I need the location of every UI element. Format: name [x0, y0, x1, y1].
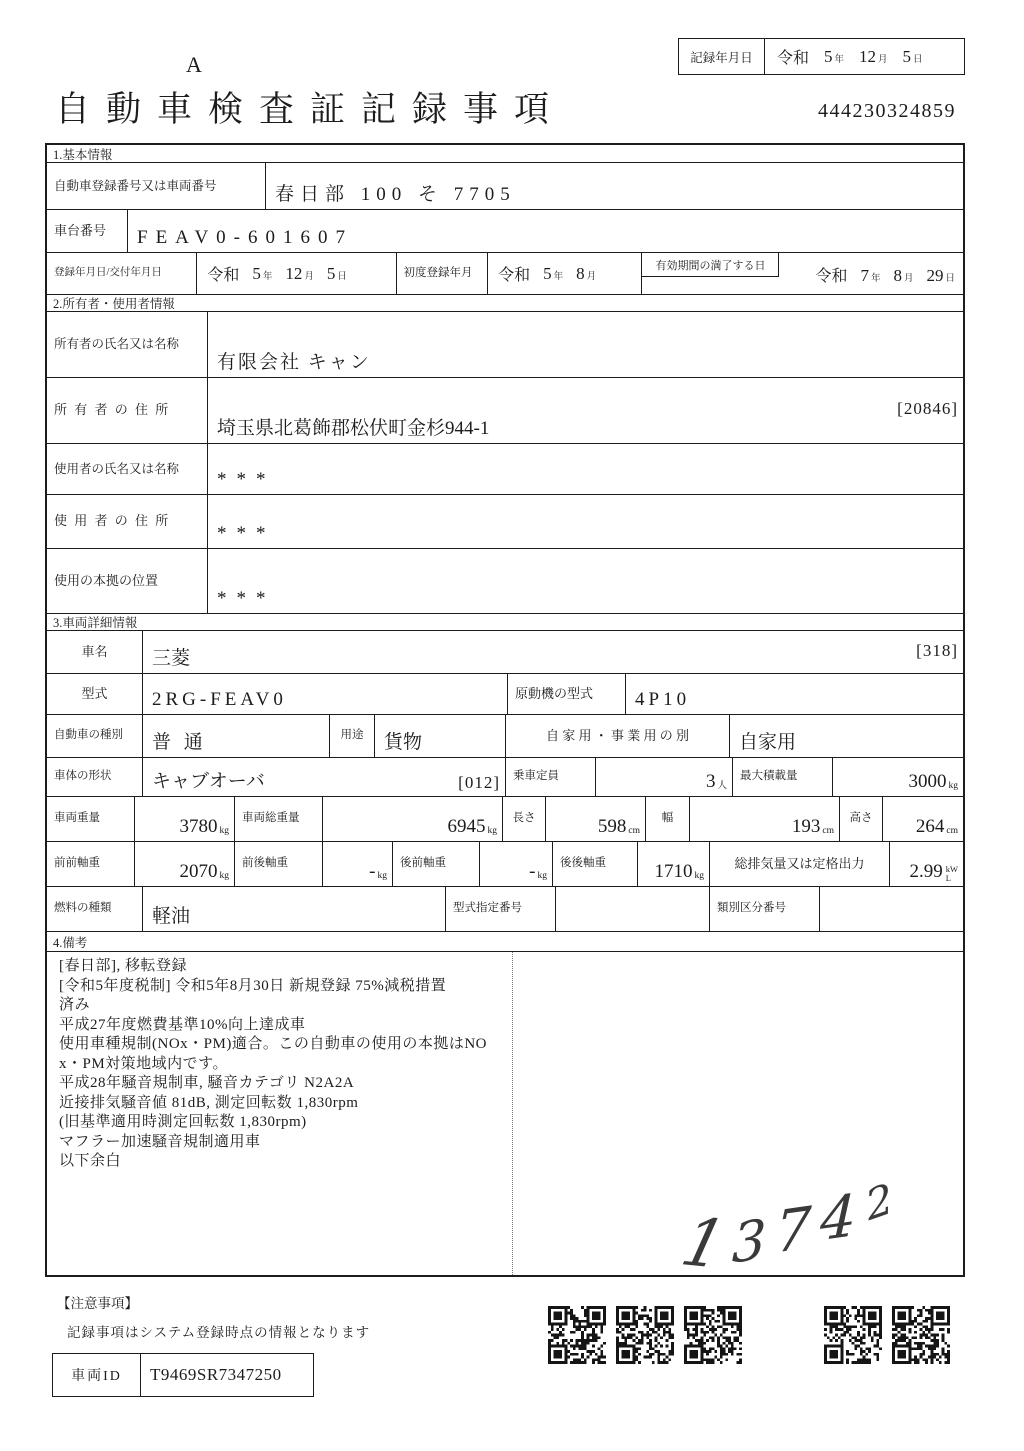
body-shape-value: キャブオーバ	[152, 771, 265, 792]
car-name-cell	[142, 631, 963, 673]
body-shape-cell	[142, 758, 505, 796]
axle-ff-value: 2070 kg	[134, 842, 234, 886]
gross-weight-label: 車両総重量	[234, 797, 322, 841]
usage-label: 用途	[329, 715, 374, 757]
first-registration-label: 初度登録年月	[396, 253, 488, 294]
length-label: 長さ	[502, 797, 545, 841]
remarks-line: 平成28年騒音規制車, 騒音カテゴリ N2A2A	[59, 1075, 355, 1091]
weight-label: 車両重量	[54, 812, 100, 825]
owner-address-row	[47, 377, 963, 443]
capacity-value: 3 人	[595, 758, 732, 796]
axle-rf-value: - kg	[479, 842, 552, 886]
category-label: 自動車の種別	[54, 729, 123, 742]
registration-date-value: 令和 5 年 12 月 5 日	[196, 253, 395, 294]
gross-weight-value: 6945 kg	[322, 797, 502, 841]
body-shape-row	[47, 757, 963, 796]
vehicle-id-value: T9469SR7347250	[150, 1365, 282, 1384]
width-value: 193 cm	[689, 797, 839, 841]
axle-weights-row	[47, 841, 963, 886]
registration-number-value: 春日部 100 そ 7705	[265, 163, 963, 209]
owner-address-value: 埼玉県北葛飾郡松伏町金杉944-1	[217, 418, 490, 439]
handwritten-number: 13742	[674, 1170, 905, 1285]
record-date-label: 記録年月日	[679, 39, 765, 74]
fuel-value: 軽油	[142, 887, 445, 931]
main-table	[45, 143, 965, 1277]
displacement-units: kW L	[945, 864, 958, 883]
qr-code	[548, 1306, 606, 1364]
record-date-value: 令和 5 年 12 月 5 日	[777, 46, 923, 67]
chassis-number-row	[47, 209, 963, 252]
record-date-era: 令和	[777, 50, 810, 67]
user-name-label: 使用者の氏名又は名称	[54, 461, 180, 476]
remarks-line: [春日部], 移転登録	[59, 958, 187, 974]
axle-fr-value: - kg	[322, 842, 392, 886]
category-row	[47, 714, 963, 757]
section-1-header: 1.基本情報	[53, 147, 113, 162]
page-mark-a: A	[186, 52, 202, 77]
class-number-label: 類別区分番号	[709, 887, 819, 931]
owner-name-label: 所有者の氏名又は名称	[54, 337, 180, 352]
model-value: 2RG-FEAV0	[142, 674, 507, 714]
capacity-label: 乗車定員	[505, 758, 595, 796]
usage-value: 貨物	[374, 715, 505, 757]
car-name-value: 三菱	[152, 648, 191, 669]
base-location-label: 使用の本拠の位置	[54, 572, 159, 588]
axle-ff-label: 前前軸重	[54, 857, 100, 870]
axle-rr-label: 後後軸重	[552, 842, 637, 886]
car-name-label: 車名	[81, 643, 108, 659]
length-value: 598 cm	[545, 797, 645, 841]
fuel-row	[47, 886, 963, 931]
remarks-line: 済み	[59, 997, 91, 1013]
body-shape-label: 車体の形状	[54, 770, 112, 783]
expiry-label: 有効期間の満了する日	[642, 253, 779, 277]
dates-row	[47, 252, 963, 294]
owner-name-row	[47, 311, 963, 377]
remarks-divider	[512, 952, 513, 1275]
type-designation-label: 型式指定番号	[445, 887, 555, 931]
axle-rr-value: 1710 kg	[637, 842, 709, 886]
user-name-value: ***	[207, 444, 963, 494]
width-label: 幅	[645, 797, 689, 841]
weight-value: 3780 kg	[134, 797, 234, 841]
remarks-line: 使用車種規制(NOx・PM)適合。この自動車の使用の本拠はNO	[59, 1036, 488, 1052]
first-registration-value: 令和 5 年 8 月	[487, 253, 641, 294]
remarks-line: 平成27年度燃費基準10%向上達成車	[59, 1016, 306, 1033]
qr-code	[616, 1306, 674, 1364]
owner-name-value: 有限会社 キャン	[207, 312, 963, 377]
displacement-label: 総排気量又は定格出力	[709, 842, 889, 886]
engine-model-value: 4P10	[625, 674, 963, 714]
chassis-number-label: 車台番号	[54, 222, 107, 238]
car-name-row	[47, 630, 963, 673]
remarks-line: (旧基準適用時測定回転数 1,830rpm)	[59, 1114, 307, 1130]
base-location-value: ***	[207, 549, 963, 613]
vehicle-id-label: 車両ID	[53, 1354, 141, 1396]
document-number: 444230324859	[818, 100, 956, 122]
registration-number-row	[47, 162, 963, 209]
body-shape-code: [012]	[458, 773, 500, 792]
type-designation-value	[555, 887, 709, 931]
section-4-header: 4.備考	[47, 931, 963, 951]
page-title: 自動車検査証記録事項	[55, 90, 566, 129]
remarks-line: 以下余白	[59, 1153, 122, 1169]
notice-text: 記録事項はシステム登録時点の情報となります	[67, 1325, 371, 1340]
class-number-value	[819, 887, 963, 931]
qr-code	[684, 1306, 742, 1364]
category-value: 普 通	[142, 715, 329, 757]
section-3-header: 3.車両詳細情報	[47, 613, 963, 630]
qr-code	[824, 1306, 882, 1364]
fuel-label: 燃料の種類	[54, 902, 112, 915]
remarks-text	[59, 957, 487, 1172]
user-name-row	[47, 443, 963, 494]
owner-address-code: [20846]	[897, 399, 958, 418]
record-date-year: 5	[824, 46, 833, 66]
user-address-label: 使 用 者 の 住 所	[54, 513, 171, 529]
remarks-line: x・PM対策地域内です。	[59, 1055, 228, 1072]
remarks-line: マフラー加速騒音規制適用車	[59, 1133, 261, 1150]
record-date-box	[678, 38, 965, 75]
private-business-value: 自家用	[729, 715, 963, 757]
base-location-row	[47, 548, 963, 613]
notice-title: 【注意事項】	[57, 1296, 138, 1311]
displacement-value: 2.99 kW L	[889, 842, 963, 886]
expiry-cell	[641, 253, 963, 294]
remarks-line: 近接排気騒音値 81dB, 測定回転数 1,830rpm	[59, 1094, 359, 1111]
dimensions-row	[47, 796, 963, 841]
private-business-label: 自 家 用 ・ 事 業 用 の 別	[505, 715, 729, 757]
model-row	[47, 673, 963, 714]
user-address-value: ***	[207, 495, 963, 548]
owner-address-label: 所 有 者 の 住 所	[54, 402, 171, 418]
max-load-label: 最大積載量	[732, 758, 832, 796]
expiry-value: 令和 7 年 8 月 29 日	[815, 266, 956, 285]
record-date-month: 12	[859, 46, 877, 66]
registration-number-label: 自動車登録番号又は車両番号	[54, 178, 217, 193]
height-value: 264 cm	[882, 797, 963, 841]
chassis-number-value: FEAV0-601607	[127, 210, 963, 252]
axle-fr-label: 前後軸重	[234, 842, 322, 886]
record-date-day: 5	[902, 46, 912, 66]
remarks-line: [令和5年度税制] 令和5年8月30日 新規登録 75%減税措置	[59, 977, 447, 994]
qr-code	[892, 1306, 950, 1364]
user-address-row	[47, 494, 963, 548]
axle-rf-label: 後前軸重	[392, 842, 479, 886]
registration-date-label: 登録年月日/交付年月日	[54, 267, 162, 279]
owner-address-cell	[207, 378, 963, 443]
car-name-code: [318]	[916, 640, 958, 660]
max-load-value: 3000 kg	[832, 758, 963, 796]
vehicle-id-box	[52, 1353, 314, 1397]
model-label: 型式	[81, 685, 108, 701]
section-2-header: 2.所有者・使用者情報	[47, 294, 963, 311]
engine-model-label: 原動機の型式	[507, 674, 625, 714]
height-label: 高さ	[839, 797, 882, 841]
